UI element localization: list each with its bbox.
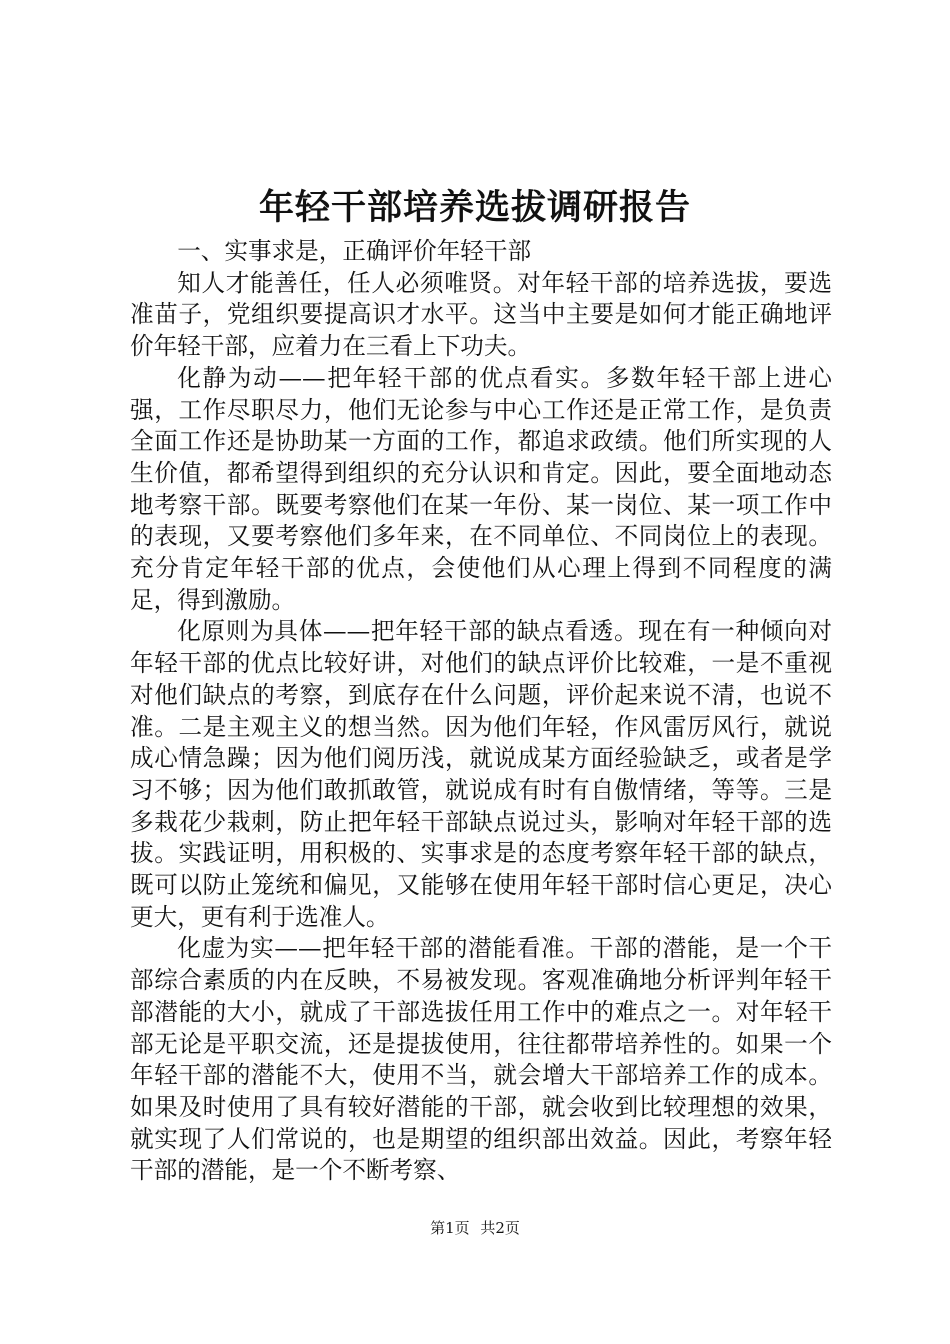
paragraph: 化原则为具体——把年轻干部的缺点看透。现在有一种倾向对年轻干部的优点比较好讲，对他们的缺点评价比较难，一是不重视对他们缺点的考察，到底存在什么问题，评价起来说不清，也说不准。二是主观主义的想当然。因为他们年轻，作风雷厉风行，就说成心情急躁；因为他们阅历浅，就说成某方面经验缺乏，或者是学习不够；因为他们敢抓敢管，就说成有时有自傲情绪，等等。三是多栽花少栽刺，防止把年轻干部缺点说过头，影响对年轻干部的选拔。实践证明，用积极的、实事求是的态度考察年轻干部的缺点，既可以防止笼统和偏见，又能够在使用年轻干部时信心更足，决心更大，更有利于选准人。 xyxy=(130,617,832,931)
paragraph: 化静为动——把年轻干部的优点看实。多数年轻干部上进心强，工作尽职尽力，他们无论参与中心工作还是正常工作，是负责全面工作还是协助某一方面的工作，都追求政绩。他们所实现的人生价值，都希望得到组织的充分认识和肯定。因此，要全面地动态地考察干部。既要考察他们在某一年份、某一岗位、某一项工作中的表现，又要考察他们多年来，在不同单位、不同岗位上的表现。充分肯定年轻干部的优点，会使他们从心理上得到不同程度的满足，得到激励。 xyxy=(130,363,832,614)
section-heading: 一、实事求是，正确评价年轻干部 xyxy=(177,237,532,265)
page-footer xyxy=(0,1218,950,1238)
paragraph: 知人才能善任，任人必须唯贤。对年轻干部的培养选拔，要选准苗子，党组织要提高识才水平。这当中主要是如何才能正确地评价年轻干部，应着力在三看上下功夫。 xyxy=(130,268,832,361)
document-title: 年轻干部培养选拔调研报告 xyxy=(258,187,691,228)
paragraph: 化虚为实——把年轻干部的潜能看准。干部的潜能，是一个干部综合素质的内在反映，不易被发现。客观准确地分析评判年轻干部潜能的大小，就成了干部选拔任用工作中的难点之一。对年轻干部无论是平职交流，还是提拔使用，往往都带培养性的。如果一个年轻干部的潜能不大，使用不当，就会增大干部培养工作的成本。如果及时使用了具有较好潜能的干部，就会收到比较理想的效果，就实现了人们常说的，也是期望的组织部出效益。因此，考察年轻干部的潜能，是一个不断考察、 xyxy=(130,934,832,1185)
page-total: 共2页 xyxy=(480,1219,520,1237)
document-body xyxy=(130,236,832,1187)
page-number: 第1页 xyxy=(430,1219,470,1237)
